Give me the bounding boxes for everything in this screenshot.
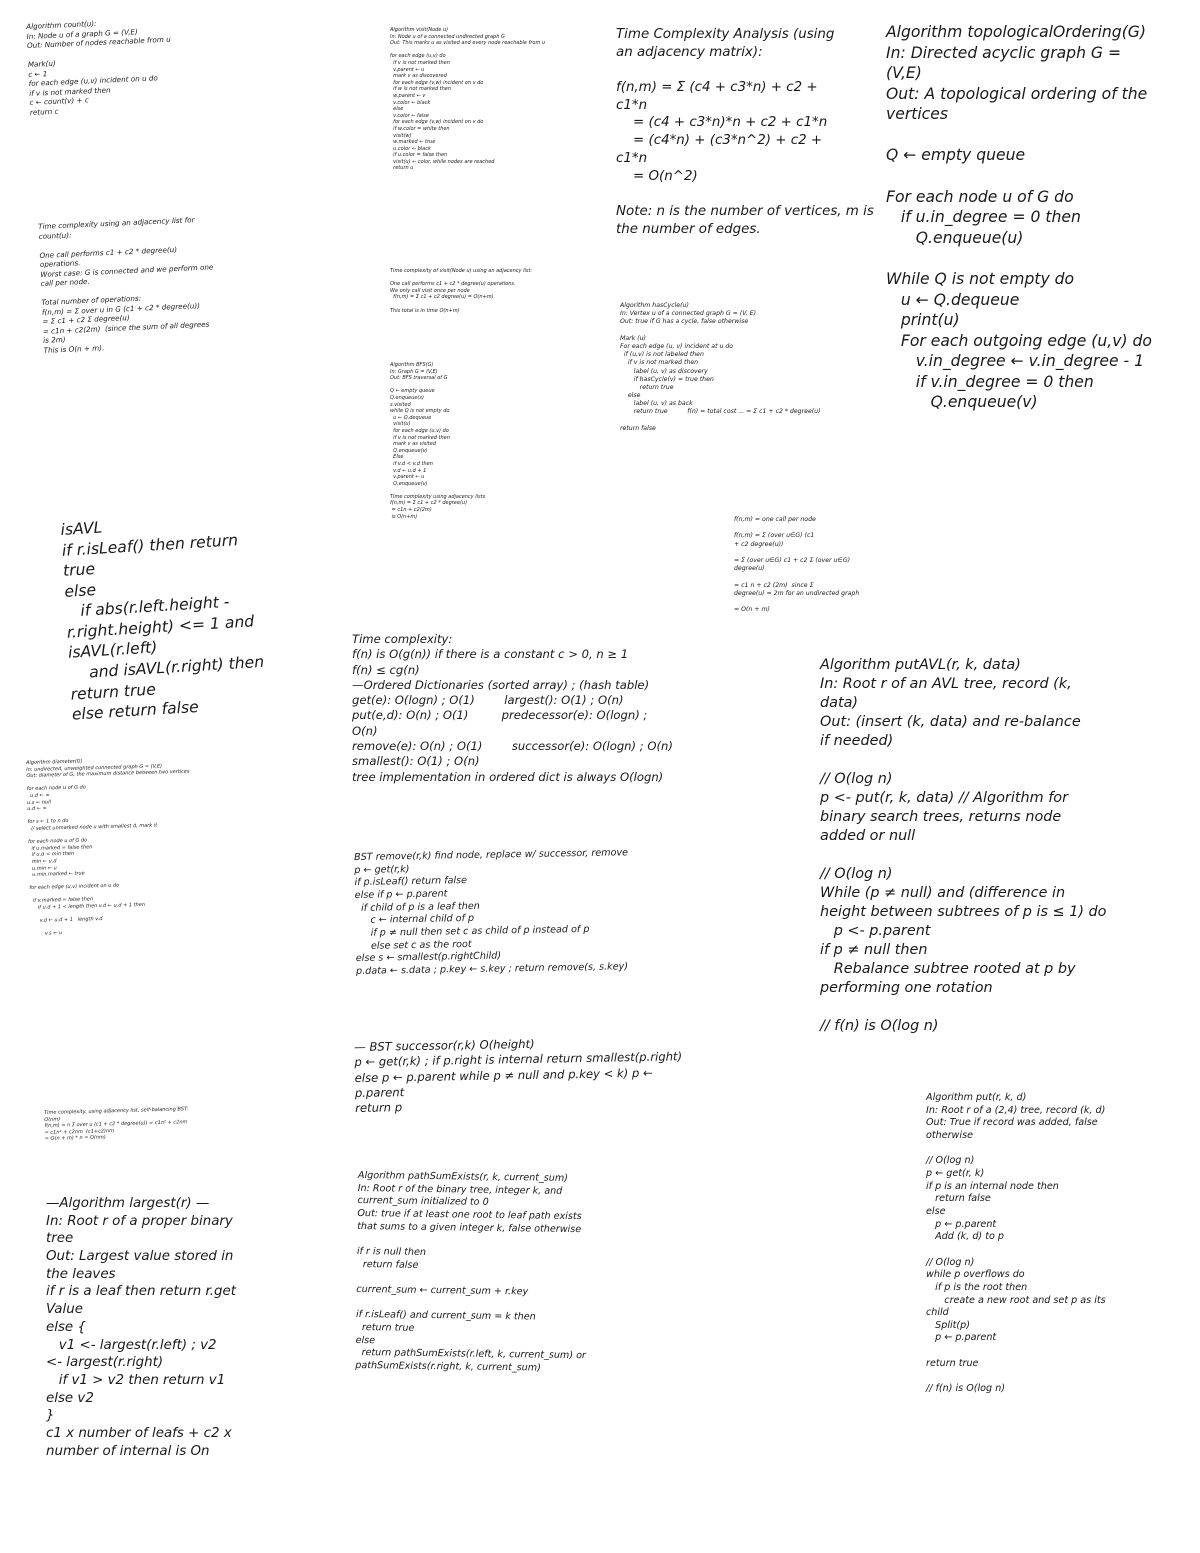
has-cycle-algorithm-note: Algorithm hasCycle(u) In: Vertex u of a connected graph G = (V, E) Out: true if G has a cycle, false otherwise Mark (u) For each edge (u, v) incident at u do if (u,v) is not labeled then if v is not marked then label (u, v) as discovery if hasCycle(v) = true then return true else label (u, v) as back return true f(n) = total cost ... = Σ c1 + c2 * degree(u) return false — [620, 302, 821, 432]
matrix-complexity-note: Time Complexity Analysis (using an adjacency matrix): f(n,m) = Σ (c4 + c3*n) + c2 + c1*n = (c4 + c3*n)*n + c2 + c1*n = (c4*n) + (c3*n^2) + c2 + c1*n = O(n^2) Note: n is the number of vertices, m is the number of edges. — [616, 27, 874, 237]
time-complexity-note: Time complexity: f(n) is O(g(n)) if there is a constant c > 0, n ≥ 1 f(n) ≤ cg(n) —Ordered Dictionaries (sorted array) ; (hash table) get(e): O(logn) ; O(1) largest(): O(1) ; O(n) put(e,d): O(n) ; O(1) predecessor(e): O(logn) ; O(n) remove(e): O(n) ; O(1) successor(e): O(logn) ; O(n) smallest(): O(1) ; O(n) tree implementation in ordered dict is always O(logn) — [352, 632, 673, 784]
count-algorithm-note: Algorithm count(u): In: Node u of a graph G = (V,E) Out: Number of nodes reachable from u Mark(u) c ← 1 for each edge (u,v) incident on u do if v is not marked then c ← count(v) + c return c — [26, 18, 171, 117]
topological-ordering-note: Algorithm topologicalOrdering(G) In: Directed acyclic graph G = (V,E) Out: A topological ordering of the vertices Q ← empty queue For each node u of G do if u.in_degree = 0 then Q.enqueue(u) While Q is not empty do u ← Q.dequeue print(u) For each outgoing edge (u,v) do v.in_degree ← v.in_degree - 1 if v.in_degree = 0 then Q.enqueue(v) — [886, 23, 1152, 412]
diameter-complexity-note: Time complexity, using adjacency list, self-balancing BST: O(nm) f(n,m) = n Σ over u (c1 + c2 * degree(u)) = c1n² + c2nm = c1n² + c2nm (c1+c2)nm = O(n + m) * n = O(nm) — [44, 1106, 189, 1143]
is-avl-note: isAVL if r.isLeaf() then return true else if abs(r.left.height - r.right.height) <= 1 and isAVL(r.left) and isAVL(r.right) then return true else return false — [60, 518, 265, 724]
largest-algorithm-note: —Algorithm largest(r) — In: Root r of a proper binary tree Out: Largest value stored in the leaves if r is a leaf then return r.get Value else { v1 <- largest(r.left) ; v2 <- largest(r.right) if v1 > v2 then return v1 else v2 } c1 x number of leafs + c2 x number of internal is On — [46, 1196, 236, 1459]
put-avl-note: Algorithm putAVL(r, k, data) In: Root r of an AVL tree, record (k, data) Out: (insert (k, data) and re-balance if needed) // O(log n) p <- put(r, k, data) // Algorithm for binary search trees, returns node added or null // O(log n) While (p ≠ null) and (difference in height between subtrees of p is ≤ 1) do p <- p.parent if p ≠ null then Rebalance subtree rooted at p by performing one rotation // f(n) is O(log n) — [820, 657, 1107, 1035]
diameter-algorithm-note: Algorithm diameter(G) In: undirected, unweighted connected graph G = (V,E) Out: diameter of G, the maximum distance between two vertices for each node u of G do u.d ← ∞ u.s ← null u.d ← ∞ for s ← 1 to n do // select unmarked node u with smallest d, mark it for each node u of G do if u.marked = false then if u.d < min then min ← u.d u.min ← u u.min.marked ← true for each edge (u,v) incident on u do if v.marked = false then if u.d + 1 < length then v.d ← u.d + 1 then v.d ← u.d + 1 length v.d v.s ← u — [26, 758, 190, 938]
visit-algorithm-note: Algorithm visit(Node u) In: Node u of a connected undirected graph G Out: This marks u as visited and every node reachable from u for each edge (u,v) do if v is not marked then v.parent ← u mark v as discovered for each edge (v,w) incident on v do if w is not marked then w.parent ← v v.color ← black else v.color ← false for each edge (v,w) incident on v do if w.color = white then visit(w) w.marked ← true u.color ← black if u.color = false then visit(u) ← color, while nodes are reached return u — [390, 27, 546, 172]
put-24-tree-note: Algorithm put(r, k, d) In: Root r of a (2,4) tree, record (k, d) Out: True if record was added, false otherwise // O(log n) p ← get(r, k) if p is an internal node then return false else p ← p.parent Add (k, d) to p // O(log n) while p overflows do if p is the root then create a new root and set p as its child Split(p) p ← p.parent return true // f(n) is O(log n) — [926, 1092, 1106, 1395]
path-sum-exists-note: Algorithm pathSumExists(r, k, current_sum) In: Root r of the binary tree, integer k, and current_sum initialized to 0 Out: true if at least one root to leaf path exists that sums to a given integer k, false otherwise if r is null then return false current_sum ← current_sum + r.key if r.isLeaf() and current_sum = k then return true else return pathSumExists(r.left, k, current_sum) or pathSumExists(r.right, k, current_sum) — [355, 1170, 586, 1374]
visit-complexity-note: Time complexity of visit(Node u) using an adjacency list: One call performs c1 + c2 * degree(u) operations. We only call visit once per node f(n,m) = Σ c1 + c2 degree(u) = O(n+m) This total is in time O(n+m) — [390, 268, 533, 314]
bst-successor-note: — BST successor(r,k) O(height) p ← get(r,k) ; if p.right is internal return smallest(p.right) else p ← p.parent while p ≠ null and p.key < k) p ← p.parent return p — [354, 1036, 683, 1116]
bst-remove-note: BST remove(r,k) find node, replace w/ successor, remove p ← get(r,k) if p.isLeaf() return false else if p ← p.parent if child of p is a leaf then c ← internal child of p if p ≠ null then set c as child of p instead of p else set c as the root else s ← smallest(p.rightChild) p.data ← s.data ; p.key ← s.key ; return remove(s, s.key) — [354, 847, 629, 977]
has-cycle-complexity-note: f(n,m) = one call per node f(n,m) = Σ (over u∈G) (c1 + c2 degree(u)) = Σ (over u∈G) c1 + c2 Σ (over u∈G) degree(u) = c1 n + c2 (2m) since Σ degree(u) = 2m for an undirected graph = O(n + m) — [734, 516, 860, 614]
bfs-algorithm-note: Algorithm BFS(G) In: Graph G = (V,E) Out: BFS traversal of G Q ← empty queue Q.enqueue(s) s.visited while Q is not empty do u ← Q.dequeue visit(u) for each edge (u,v) do if v is not marked then mark v as visited Q.enqueue(v) Else if v.d < v.d then v.d ← u.d + 1 v.parent ← u Q.enqueue(v) Time complexity using adjacency lists f(n,m) = Σ c1 + c2 * degree(u) = c1n + c2(2m) is O(n+m) — [390, 362, 486, 520]
count-complexity-note: Time complexity using an adjacency list for count(u): One call performs c1 + c2 * degree(u) operations. Worst case: G is connected and we perform one call per node. Total number of operations: f(n,m) = Σ over u in G (c1 + c2 * degree(u)) = Σ c1 + c2 Σ degree(u) = c1n + c2(2m) (since the sum of all degrees is 2m) This is O(n + m). — [38, 215, 214, 355]
